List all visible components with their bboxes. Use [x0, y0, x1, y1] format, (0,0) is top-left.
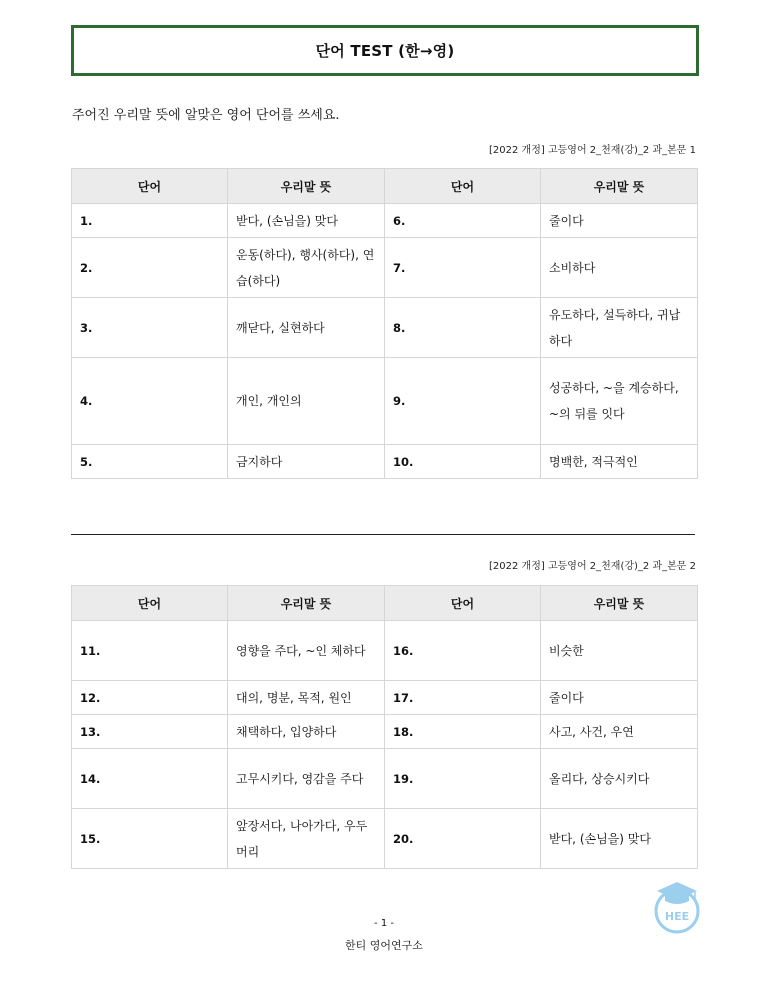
table-row [72, 715, 698, 749]
table-row [72, 749, 698, 809]
header-word: 단어 [72, 586, 228, 621]
table-row [72, 681, 698, 715]
table-row [72, 238, 698, 298]
item-number[interactable]: 5. [72, 445, 228, 479]
item-number[interactable]: 13. [72, 715, 228, 749]
table-row [72, 298, 698, 358]
item-number[interactable]: 20. [385, 809, 541, 869]
header-meaning: 우리말 뜻 [541, 169, 698, 204]
item-meaning: 받다, (손님을) 맞다 [541, 809, 698, 869]
item-meaning: 성공하다, ~을 계승하다, ~의 뒤를 잇다 [541, 358, 698, 445]
header-word: 단어 [72, 169, 228, 204]
header-meaning: 우리말 뜻 [228, 169, 385, 204]
item-meaning: 줄이다 [541, 204, 698, 238]
vocab-table-2 [71, 585, 698, 869]
item-number[interactable]: 18. [385, 715, 541, 749]
section-divider [71, 534, 695, 535]
item-meaning: 채택하다, 입양하다 [228, 715, 385, 749]
table-row [72, 204, 698, 238]
header-meaning: 우리말 뜻 [541, 586, 698, 621]
item-meaning: 받다, (손님을) 맞다 [228, 204, 385, 238]
item-meaning: 유도하다, 설득하다, 귀납하다 [541, 298, 698, 358]
item-number[interactable]: 1. [72, 204, 228, 238]
header-word: 단어 [385, 586, 541, 621]
item-meaning: 대의, 명분, 목적, 원인 [228, 681, 385, 715]
item-number[interactable]: 16. [385, 621, 541, 681]
source-label-2: [2022 개정] 고등영어 2_천재(강)_2 과_본문 2 [489, 561, 696, 572]
item-number[interactable]: 10. [385, 445, 541, 479]
item-meaning: 사고, 사건, 우연 [541, 715, 698, 749]
header-meaning: 우리말 뜻 [228, 586, 385, 621]
table-row [72, 445, 698, 479]
table-row [72, 621, 698, 681]
footer-organization: 한티 영어연구소 [345, 939, 423, 952]
item-meaning: 앞장서다, 나아가다, 우두머리 [228, 809, 385, 869]
table-row [72, 358, 698, 445]
item-number[interactable]: 3. [72, 298, 228, 358]
item-meaning: 올리다, 상승시키다 [541, 749, 698, 809]
table-header-row [72, 586, 698, 621]
logo-text: HEE [664, 910, 690, 923]
item-meaning: 소비하다 [541, 238, 698, 298]
item-number[interactable]: 17. [385, 681, 541, 715]
item-meaning: 영향을 주다, ~인 체하다 [228, 621, 385, 681]
item-number[interactable]: 19. [385, 749, 541, 809]
page-title: 단어 TEST (한→영) [315, 42, 455, 60]
vocab-table-1 [71, 168, 698, 479]
item-number[interactable]: 9. [385, 358, 541, 445]
item-number[interactable]: 11. [72, 621, 228, 681]
item-meaning: 고무시키다, 영감을 주다 [228, 749, 385, 809]
item-meaning: 줄이다 [541, 681, 698, 715]
item-number[interactable]: 4. [72, 358, 228, 445]
item-meaning: 비슷한 [541, 621, 698, 681]
item-meaning: 개인, 개인의 [228, 358, 385, 445]
item-number[interactable]: 8. [385, 298, 541, 358]
item-number[interactable]: 12. [72, 681, 228, 715]
source-label-1: [2022 개정] 고등영어 2_천재(강)_2 과_본문 1 [489, 145, 696, 156]
item-number[interactable]: 14. [72, 749, 228, 809]
graduation-cap-logo-icon [647, 878, 707, 938]
table-row [72, 809, 698, 869]
item-meaning: 명백한, 적극적인 [541, 445, 698, 479]
item-number[interactable]: 6. [385, 204, 541, 238]
item-number[interactable]: 15. [72, 809, 228, 869]
instruction-text: 주어진 우리말 뜻에 알맞은 영어 단어를 쓰세요. [72, 108, 340, 123]
header-word: 단어 [385, 169, 541, 204]
item-number[interactable]: 7. [385, 238, 541, 298]
item-meaning: 운동(하다), 행사(하다), 연습(하다) [228, 238, 385, 298]
item-meaning: 금지하다 [228, 445, 385, 479]
title-box [71, 25, 699, 76]
table-header-row [72, 169, 698, 204]
item-number[interactable]: 2. [72, 238, 228, 298]
item-meaning: 깨닫다, 실현하다 [228, 298, 385, 358]
page-number: - 1 - [374, 918, 394, 929]
